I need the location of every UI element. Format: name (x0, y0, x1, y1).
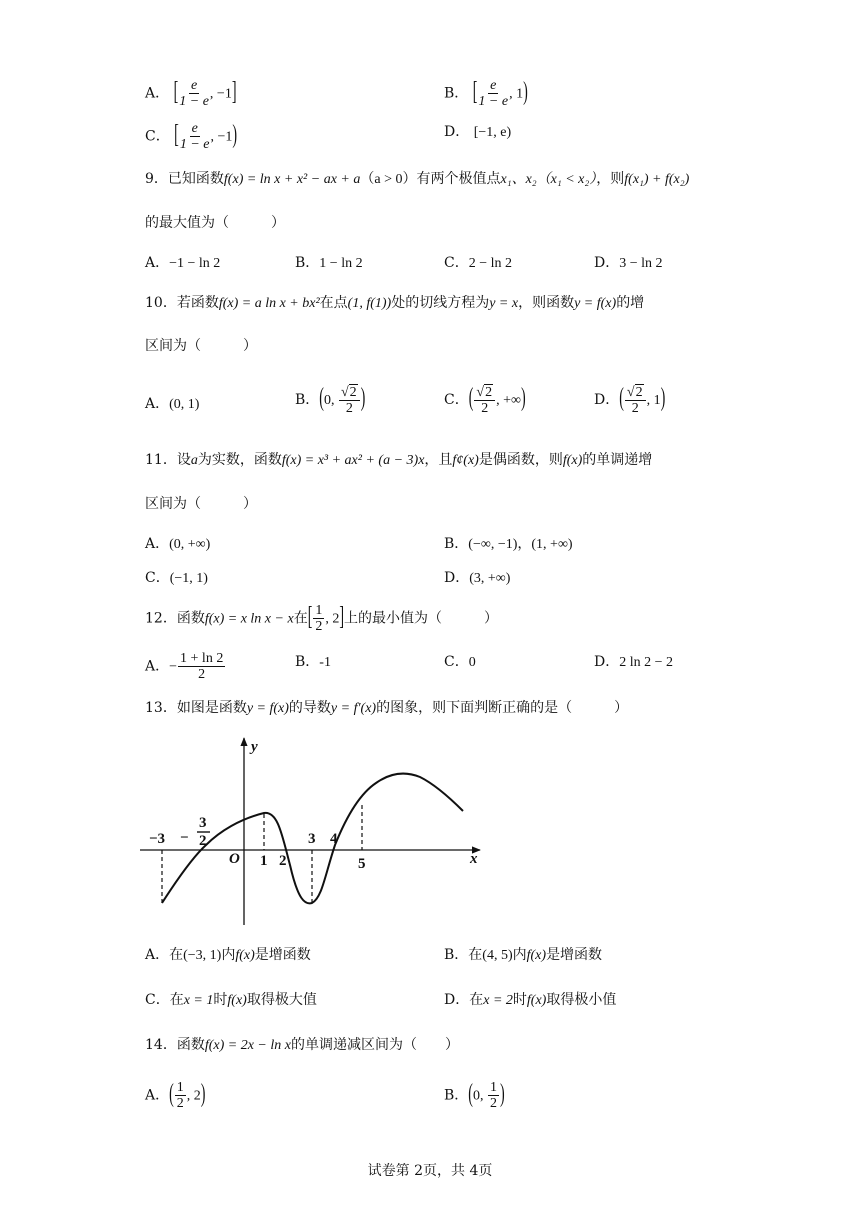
q13-option-b[interactable]: B．在(4, 5)内f(x)是增函数 (444, 947, 603, 963)
q11-option-b[interactable]: B．(−∞, −1)，(1, +∞) (444, 536, 573, 552)
q10-option-a[interactable]: A．(0, 1) (145, 396, 200, 412)
q12-stem: 12．函数f(x) = x ln x − x在[ $\frac{1}{2}$ , 2]上的最小值为（ ） (145, 603, 499, 634)
q10-stem-line2: 区间为（ ） (145, 338, 257, 354)
q8-option-a[interactable]: A． [ $\frac{e}{1 - e}$ , −1] (145, 78, 237, 109)
q13-stem: 13．如图是函数y = f(x)的导数y = f′(x)的图象，则下面判断正确的是（ ） (145, 700, 629, 716)
tick-minus3: −3 (149, 831, 166, 847)
fraction: $\frac{e}{1 - e}$ (179, 121, 210, 152)
x-axis-label: x (470, 851, 478, 867)
q11-option-a[interactable]: A．(0, +∞) (145, 536, 211, 552)
y-axis-label: y (251, 739, 258, 755)
fraction: $\frac{√2}{2}$ (339, 384, 360, 416)
q10-option-d[interactable]: D．( $\frac{√2}{2}$ , 1) (594, 384, 666, 416)
tick-4: 4 (330, 831, 338, 847)
q9-option-c[interactable]: C．2 − ln 2 (444, 255, 513, 271)
q13-option-c[interactable]: C．在x = 1时f(x)取得极大值 (145, 992, 317, 1008)
q10-option-c[interactable]: C．( $\frac{√2}{2}$ , +∞) (444, 384, 526, 416)
tick-2: 2 (279, 853, 287, 869)
q10-option-b[interactable]: B．(0, $\frac{√2}{2}$ ) (295, 384, 366, 416)
fraction: $\frac{1}{2}$ (176, 1080, 184, 1111)
q11-stem-line2: 区间为（ ） (145, 496, 257, 512)
tick-3: 3 (308, 831, 316, 847)
q8-option-d[interactable]: D． [−1, e) (444, 124, 512, 140)
q13-option-a[interactable]: A．在(−3, 1)内f(x)是增函数 (145, 947, 311, 963)
fraction: $\frac{e}{1 - e}$ (179, 78, 209, 109)
q8-option-b[interactable]: B． [ $\frac{e}{1 - e}$ , 1) (444, 78, 528, 109)
q8-option-c[interactable]: C． [ $\frac{e}{1 - e}$ , −1) (145, 121, 238, 152)
fraction: $\frac{1}{2}$ (489, 1080, 497, 1111)
q12-option-d[interactable]: D．2 ln 2 − 2 (594, 654, 674, 670)
fraction: $\frac{1 + \ln 2}{2}$ (180, 651, 224, 682)
fraction: $\frac{√2}{2}$ (474, 384, 495, 416)
origin-label: O (229, 851, 240, 867)
q14-stem: 14．函数f(x) = 2x − ln x的单调递减区间为（ ） (145, 1037, 459, 1053)
q11-option-d[interactable]: D．(3, +∞) (444, 570, 511, 586)
q14-option-a[interactable]: A．( $\frac{1}{2}$ , 2) (145, 1080, 206, 1111)
q12-option-c[interactable]: C．0 (444, 654, 476, 670)
q11-stem: 11．设a为实数，函数f(x) = x³ + ax² + (a − 3)x，且f¢(x)是偶函数，则f(x)的单调递增 (145, 452, 653, 468)
q9-option-a[interactable]: A．−1 − ln 2 (145, 255, 221, 271)
page-footer: 试卷第 2页，共 4页 (367, 1163, 493, 1179)
q11-option-c[interactable]: C．(−1, 1) (145, 570, 208, 586)
q14-option-b[interactable]: B．(0, $\frac{1}{2}$ ) (444, 1080, 505, 1111)
tick-5: 5 (358, 856, 366, 872)
q9-option-b[interactable]: B．1 − ln 2 (295, 255, 363, 271)
q12-option-b[interactable]: B．-1 (295, 654, 331, 670)
tick-minus3-2-den: 2 (199, 833, 207, 849)
tick-minus3-2-num: 3 (199, 815, 207, 831)
q10-stem: 10．若函数f(x) = a ln x + bx²在点(1, f(1))处的切线方程为y = x，则函数y = f(x)的增 (145, 295, 645, 311)
q12-option-a[interactable]: A．− $\frac{1 + \ln 2}{2}$ (145, 651, 224, 682)
fraction: $\frac{1}{2}$ (315, 603, 323, 634)
q9-option-d[interactable]: D．3 − ln 2 (594, 255, 663, 271)
fraction: $\frac{√2}{2}$ (625, 384, 646, 416)
fraction: $\frac{e}{1 - e}$ (478, 78, 509, 109)
derivative-graph (140, 735, 490, 930)
q9-stem-line2: 的最大值为（ ） (145, 215, 285, 231)
q13-option-d[interactable]: D．在x = 2时f(x)取得极小值 (444, 992, 617, 1008)
tick-1: 1 (260, 853, 268, 869)
q9-stem: 9．已知函数f(x) = ln x + x² − ax + a（a > 0）有两个极值点x₁、x₂（x₁ < x₂），则f(x₁) + f(x₂) (145, 171, 690, 187)
tick-minus3-2-sign: − (180, 830, 189, 846)
